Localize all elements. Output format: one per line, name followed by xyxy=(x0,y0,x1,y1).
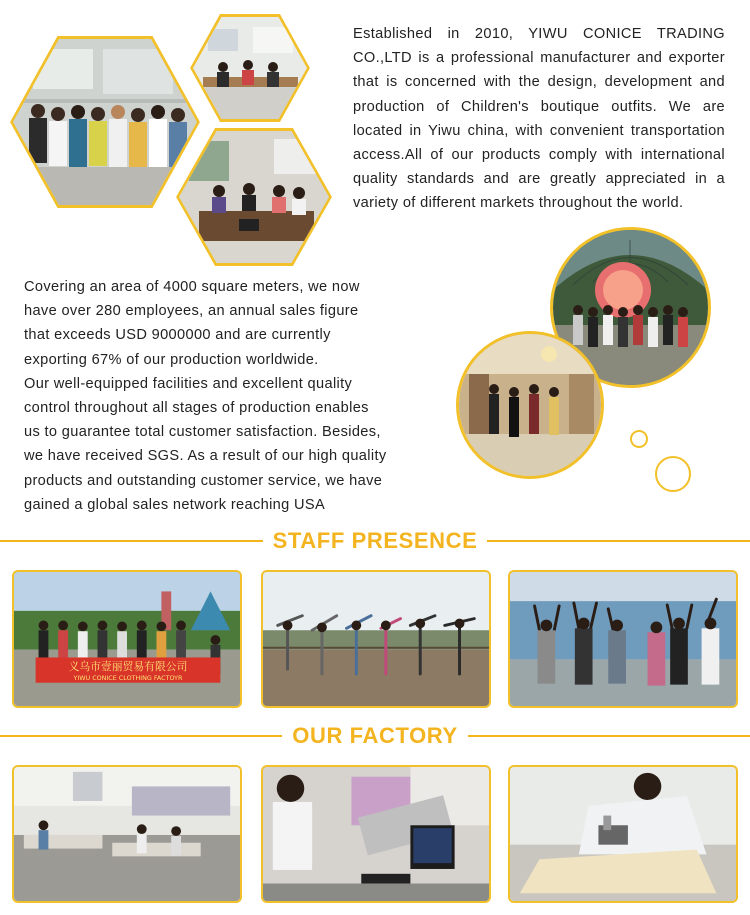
staff-seaside-photo xyxy=(508,570,738,708)
banner-cn-text: 义乌市壹丽贸易有限公司 xyxy=(68,660,188,674)
details-line: Our well-equipped facilities and excellent quality xyxy=(24,375,353,392)
details-line: gained a global sales network reaching USA xyxy=(24,496,326,513)
staff-amusement-park-photo xyxy=(12,570,242,708)
staff-pier-pose-photo xyxy=(261,570,491,708)
staff-presence-title: STAFF PRESENCE xyxy=(272,528,478,553)
company-details-text xyxy=(24,275,406,517)
divider-line xyxy=(0,540,263,542)
details-line: us to guarantee total customer satisfaction. Besides, xyxy=(24,424,381,441)
factory-design-computer-photo xyxy=(261,765,491,903)
divider-line xyxy=(0,735,282,737)
details-line: control throughout all stages of production enables xyxy=(24,400,369,417)
details-line: Covering an area of 4000 square meters, we now xyxy=(24,279,360,295)
meeting-photo-hexagon xyxy=(176,128,332,266)
details-line: that exceeds USD 9000000 and are currently xyxy=(24,327,331,344)
factory-fabric-cutting-photo xyxy=(508,765,738,903)
decorative-large-ring xyxy=(655,456,691,492)
intro-paragraph: Established in 2010, YIWU CONICE TRADING CO.,LTD is a professional manufacturer and exporter that is concerned with the design, development and production of Children's boutique outfits. We are located in Yiwu china, with convenient transportation access.All of our products comply with international quality standards and are greatly appreciated in a variety of different markets throughout the world. xyxy=(353,26,725,212)
details-line: products and outstanding customer service, we have xyxy=(24,472,383,489)
our-factory-header xyxy=(0,721,750,751)
office-photo-hexagon xyxy=(190,14,310,122)
divider-line xyxy=(468,735,750,737)
staff-presence-header xyxy=(0,526,750,556)
team-group-photo-hexagon xyxy=(10,36,200,208)
details-line: exporting 67% of our production worldwide. xyxy=(24,351,319,368)
decorative-small-ring xyxy=(630,430,648,448)
banner-en-text: YIWU CONICE CLOTHING FACTOYR xyxy=(73,674,183,682)
details-line: have over 280 employees, an annual sales figure xyxy=(24,303,359,320)
factory-sewing-floor-photo xyxy=(12,765,242,903)
our-factory-title: OUR FACTORY xyxy=(292,723,458,748)
company-intro-text xyxy=(353,22,725,216)
divider-line xyxy=(487,540,750,542)
hotel-lobby-group-photo xyxy=(456,331,604,479)
details-line: we have received SGS. As a result of our high quality xyxy=(24,448,387,465)
